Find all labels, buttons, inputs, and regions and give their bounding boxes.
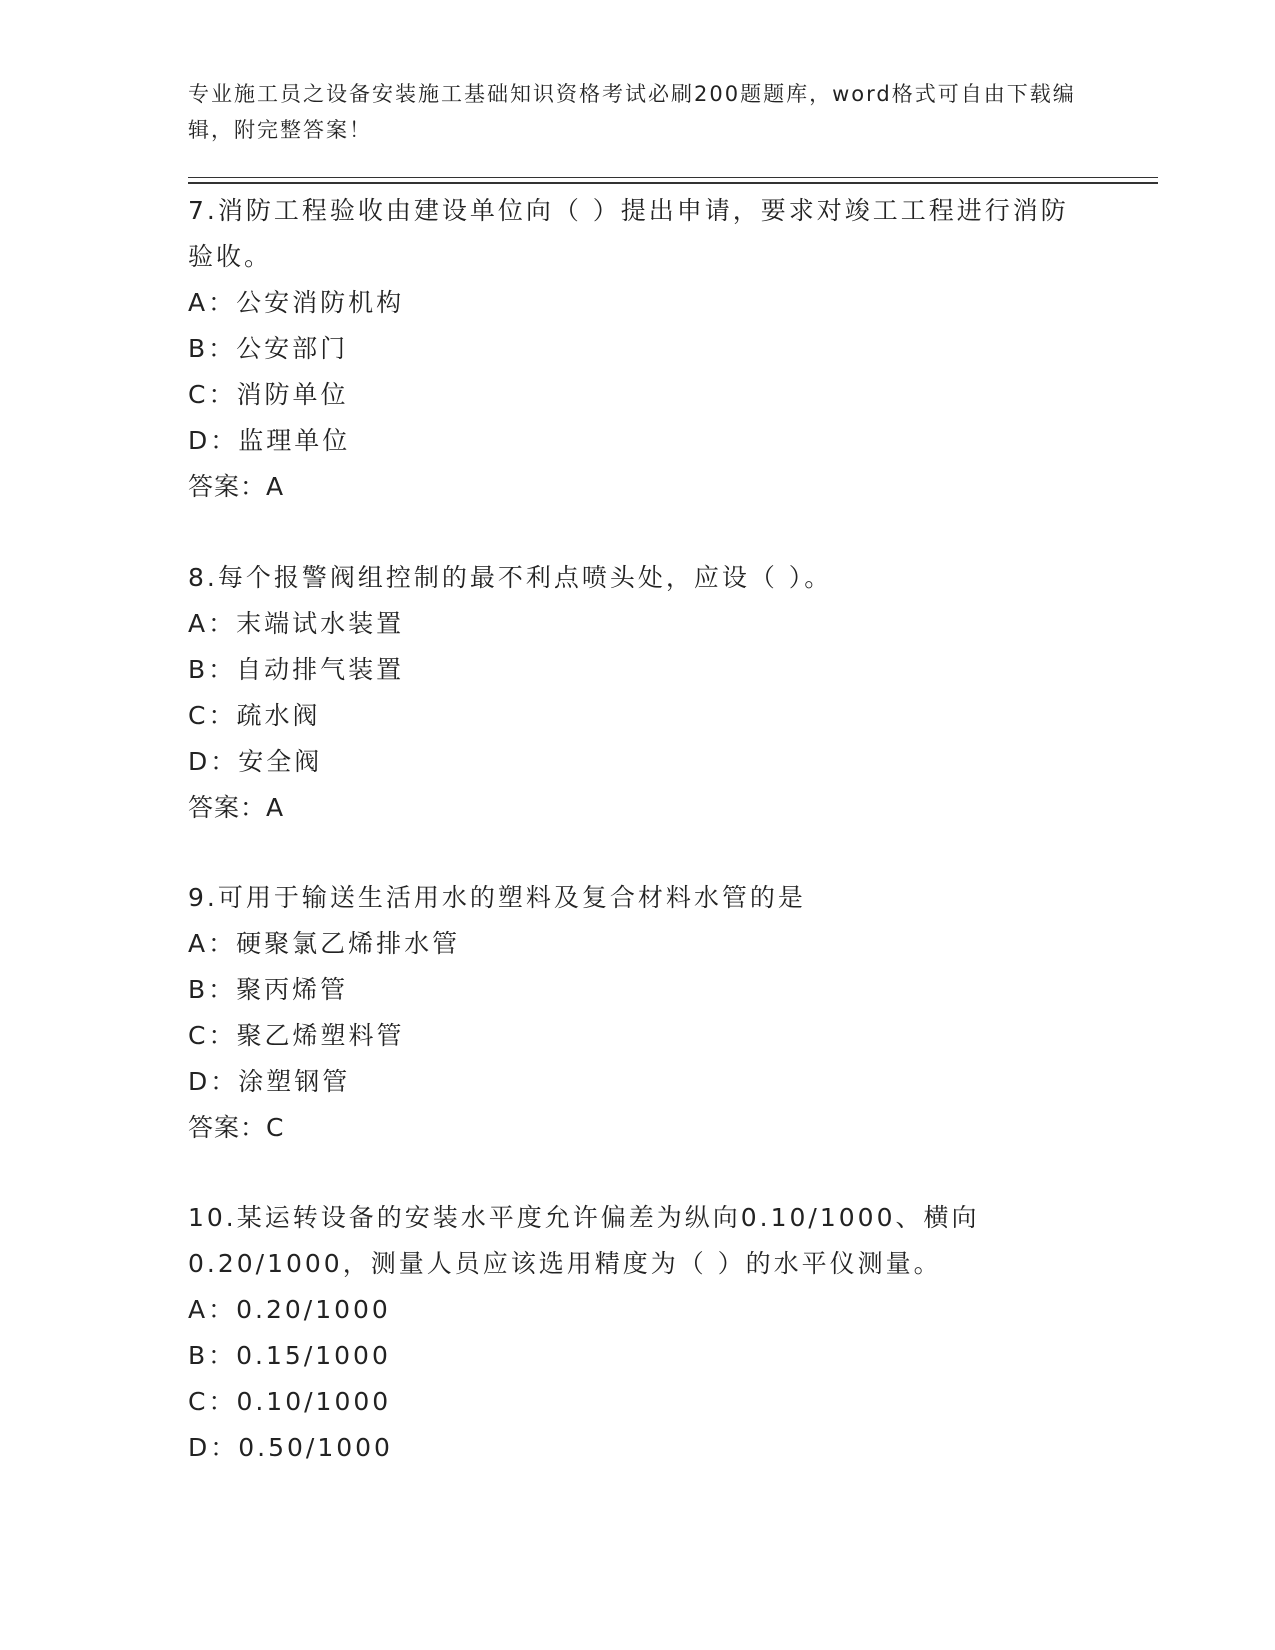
option-b: B：自动排气装置 xyxy=(188,655,405,684)
option-c: C：消防单位 xyxy=(188,380,349,409)
option-c: C：疏水阀 xyxy=(188,701,321,730)
option-b: B：公安部门 xyxy=(188,334,349,363)
answer: 答案：C xyxy=(188,1113,285,1142)
question-8 xyxy=(188,555,1088,831)
answer: 答案：A xyxy=(188,472,285,501)
question-10 xyxy=(188,1195,1088,1471)
header-divider-thin xyxy=(188,177,1158,178)
option-b: B：聚丙烯管 xyxy=(188,975,349,1004)
option-d: D：涂塑钢管 xyxy=(188,1067,351,1096)
option-c: C：0.10/1000 xyxy=(188,1387,392,1416)
option-a: A：末端试水装置 xyxy=(188,609,405,638)
header-divider-thick xyxy=(188,182,1158,184)
question-7 xyxy=(188,188,1088,510)
option-c: C：聚乙烯塑料管 xyxy=(188,1021,405,1050)
document-header: 专业施工员之设备安装施工基础知识资格考试必刷200题题库，word格式可自由下载编辑，附完整答案！ xyxy=(188,82,1076,142)
option-a: A：0.20/1000 xyxy=(188,1295,391,1324)
answer: 答案：A xyxy=(188,793,285,822)
option-d: D：监理单位 xyxy=(188,426,351,455)
option-a: A：硬聚氯乙烯排水管 xyxy=(188,929,461,958)
question-stem: 8.每个报警阀组控制的最不利点喷头处，应设（ ）。 xyxy=(188,563,833,592)
question-9 xyxy=(188,875,1088,1151)
question-stem: 7.消防工程验收由建设单位向（ ）提出申请，要求对竣工工程进行消防验收。 xyxy=(188,196,1069,271)
option-b: B：0.15/1000 xyxy=(188,1341,391,1370)
option-d: D：0.50/1000 xyxy=(188,1433,393,1462)
question-stem: 9.可用于输送生活用水的塑料及复合材料水管的是 xyxy=(188,883,806,912)
option-a: A：公安消防机构 xyxy=(188,288,405,317)
question-stem: 10.某运转设备的安装水平度允许偏差为纵向0.10/1000、横向0.20/1000，测量人员应该选用精度为（ ）的水平仪测量。 xyxy=(188,1203,980,1278)
option-d: D：安全阀 xyxy=(188,747,323,776)
